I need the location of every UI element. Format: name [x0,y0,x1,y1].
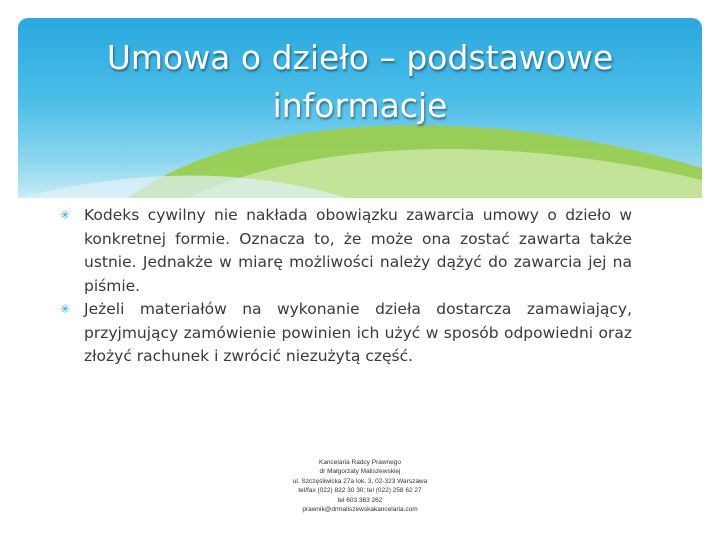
footer-line: Kancelaria Radcy Prawnego [318,459,402,466]
title-line-2: informacje [272,86,448,125]
asterisk-bullet-icon: ✳ [60,208,71,222]
bullet-text: Jeżeli materiałów na wykonanie dzieła dostarcza zamawiający, przyjmujący zamówienie powinien ich użyć w sposób odpowiedni oraz złożyć rachunek i zwrócić niezużytą część. [84,300,632,365]
slide-title [18,34,702,130]
footer-line: tel/fax (022) 822 30 30; tel (022) 258 62 27 [298,487,422,495]
bullet-text: Kodeks cywilny nie nakłada obowiązku zawarcia umowy o dzieło w konkretnej formie. Oznacza to, że może ona zostać zawarta także ustnie. Jednakże w miarę możliwości należy dążyć do zawarcia jej na piśmie. [84,206,632,295]
footer-line: tel 603 363 262 [337,496,383,504]
asterisk-bullet-icon: ✳ [60,302,71,316]
bullet-list [60,204,632,369]
footer-contact [250,458,470,514]
bullet-item [60,204,632,298]
bullet-item [60,298,632,369]
title-line-1: Umowa o dzieło – podstawowe [106,38,614,77]
footer-line: dr Małgorzaty Maliszewskiej [319,468,401,476]
footer-line: ul. Szczęśliwicka 27a lok. 3, 02-323 Warszawa [292,477,428,485]
footer-email: prawnik@drmaliszewskakancelaria.com [302,506,418,514]
